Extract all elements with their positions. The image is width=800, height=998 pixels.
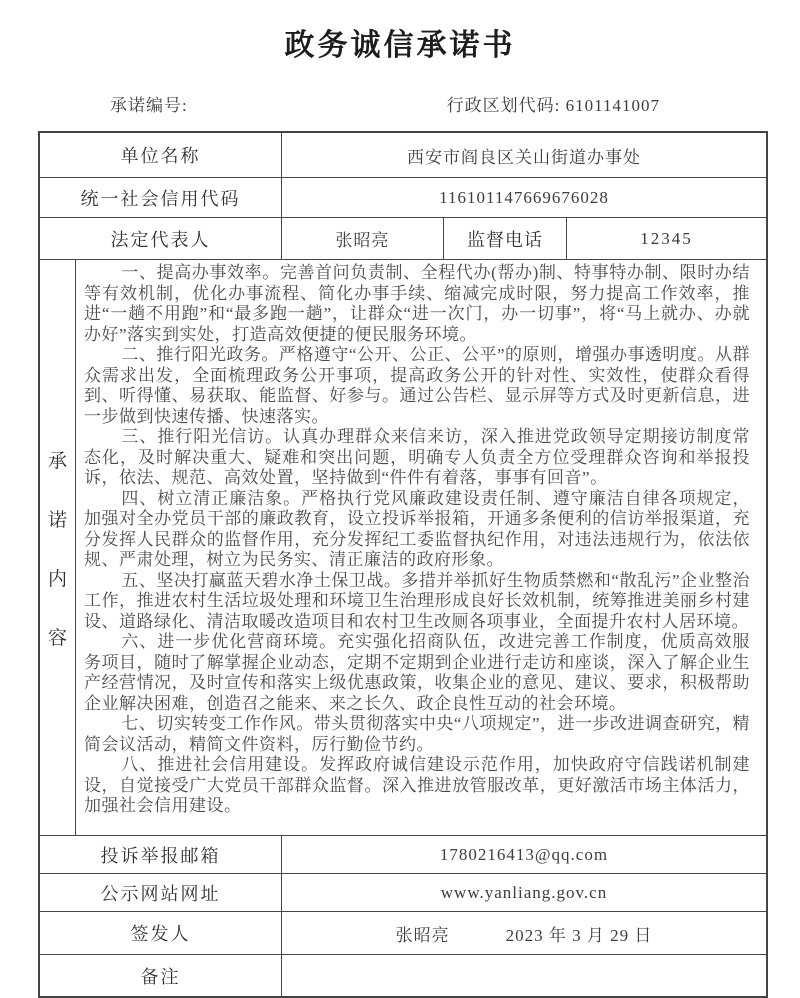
issuer-value bbox=[282, 912, 766, 954]
table-row-issuer bbox=[40, 911, 766, 954]
region-code bbox=[447, 91, 660, 116]
table-row-remarks bbox=[40, 954, 766, 996]
table-row-complaint-email bbox=[40, 835, 766, 873]
commitment-paragraph-1: 一、提高办事效率。完善首问负责制、全程代办(帮办)制、特事特办制、限时办结等有效机制，优化办事流程、简化办事手续、缩减完成时限，努力提高工作效率，推进“一趟不用跑”和“最多跑一趟”，让群众“进一次门，办一切事”，将“马上就办、办就办好”落实到实处，打造高效便捷的便民服务环境。 bbox=[84, 263, 750, 344]
commitment-table bbox=[38, 131, 768, 998]
table-row-legal-rep bbox=[40, 217, 766, 259]
meta-row bbox=[110, 91, 660, 116]
commitment-paragraph-7: 七、切实转变工作作风。带头贯彻落实中央“八项规定”，进一步改进调查研究，精简会议活动，精简文件资料，厉行勤俭节约。 bbox=[84, 714, 750, 754]
region-code-label: 行政区划代码: bbox=[446, 96, 561, 115]
supervision-phone-label: 监督电话 bbox=[444, 218, 567, 259]
website-label: 公示网站网址 bbox=[40, 874, 282, 911]
page-title: 政务诚信承诺书 bbox=[284, 29, 516, 62]
commitment-paragraph-2: 二、推行阳光政务。严格遵守“公开、公正、公平”的原则，增强办事透明度。从群众需求出发，全面梳理政务公开事项，提高政务公开的针对性、实效性，使群众看得到、听得懂、易获取、能监督、好参与。通过公告栏、显示屏等方式及时更新信息，进一步做到快速传播、快速落实。 bbox=[84, 345, 750, 426]
issuer-label: 签发人 bbox=[40, 912, 282, 954]
table-row-credit-code bbox=[40, 177, 766, 217]
issuer-name: 张昭亮 bbox=[395, 925, 450, 945]
unit-name-value: 西安市阎良区关山街道办事处 bbox=[407, 147, 641, 167]
remarks-label: 备注 bbox=[40, 955, 282, 996]
commitment-content bbox=[76, 260, 766, 835]
commitment-paragraph-3: 三、推行阳光信访。认真办理群众来信来访，深入推进党政领导定期接访制度常态化，及时解决重大、疑难和突出问题，明确专人负责全方位受理群众咨询和举报投诉，依法、规范、高效处置，坚持做到“件件有着落，事事有回音”。 bbox=[84, 427, 750, 487]
commitment-label-char: 诺 bbox=[47, 509, 67, 531]
credit-code-label: 统一社会信用代码 bbox=[40, 178, 282, 217]
commitment-label-char: 容 bbox=[47, 627, 67, 649]
commitment-label-char: 承 bbox=[47, 450, 67, 472]
website-value: www.yanliang.gov.cn bbox=[440, 882, 608, 902]
commitment-label-char: 内 bbox=[47, 568, 67, 590]
promise-number bbox=[110, 91, 188, 116]
commitment-paragraph-8: 八、推进社会信用建设。发挥政府诚信建设示范作用，加快政府守信践诺机制建设，自觉接受广大党员干部群众监督。深入推进放管服改革，更好激活市场主体活力，加强社会信用建设。 bbox=[84, 755, 750, 815]
region-code-value: 6101141007 bbox=[565, 96, 660, 115]
unit-name-label: 单位名称 bbox=[40, 133, 282, 177]
issue-date: 2023 年 3 月 29 日 bbox=[505, 925, 653, 945]
commitment-paragraph-5: 五、坚决打赢蓝天碧水净土保卫战。多措并举抓好生物质禁燃和“散乱污”企业整治工作，推进农村生活垃圾处理和环境卫生治理形成良好长效机制，统筹推进美丽乡村建设、道路绿化、清洁取暖改造项目和农村卫生改厕各项事业，全面提升农村人居环境。 bbox=[84, 570, 750, 631]
table-row-commitment bbox=[40, 259, 766, 835]
credit-code-value: 116101147669676028 bbox=[439, 187, 609, 207]
supervision-phone-value: 12345 bbox=[640, 228, 693, 248]
commitment-label bbox=[40, 260, 76, 835]
legal-rep-value: 张昭亮 bbox=[282, 218, 444, 259]
commitment-paragraph-6: 六、进一步优化营商环境。充实强化招商队伍，改进完善工作制度，优质高效服务项目，随时了解掌握企业动态，定期不定期到企业进行走访和座谈，深入了解企业生产经营情况，及时宣传和落实上级优惠政策，收集企业的意见、建议、要求，积极帮助企业解决困难，创造召之能来、来之长久、政企良性互动的社会环境。 bbox=[84, 632, 750, 713]
complaint-email-label: 投诉举报邮箱 bbox=[40, 836, 282, 873]
table-row-unit-name bbox=[40, 133, 766, 177]
commitment-paragraph-4: 四、树立清正廉洁象。严格执行党风廉政建设责任制、遵守廉洁自律各项规定，加强对全办党员干部的廉政教育，设立投诉举报箱，开通多条便利的信访举报渠道，充分发挥人民群众的监督作用，充分发挥纪工委监督执纪作用，对违法违规行为，依法依规、严肃处理，树立为民务实、清正廉洁的政府形象。 bbox=[84, 488, 750, 569]
remarks-value bbox=[282, 955, 766, 996]
legal-rep-label: 法定代表人 bbox=[40, 218, 282, 259]
table-row-website bbox=[40, 873, 766, 911]
promise-number-label: 承诺编号: bbox=[110, 96, 188, 115]
complaint-email-value: 1780216413@qq.com bbox=[439, 844, 609, 864]
